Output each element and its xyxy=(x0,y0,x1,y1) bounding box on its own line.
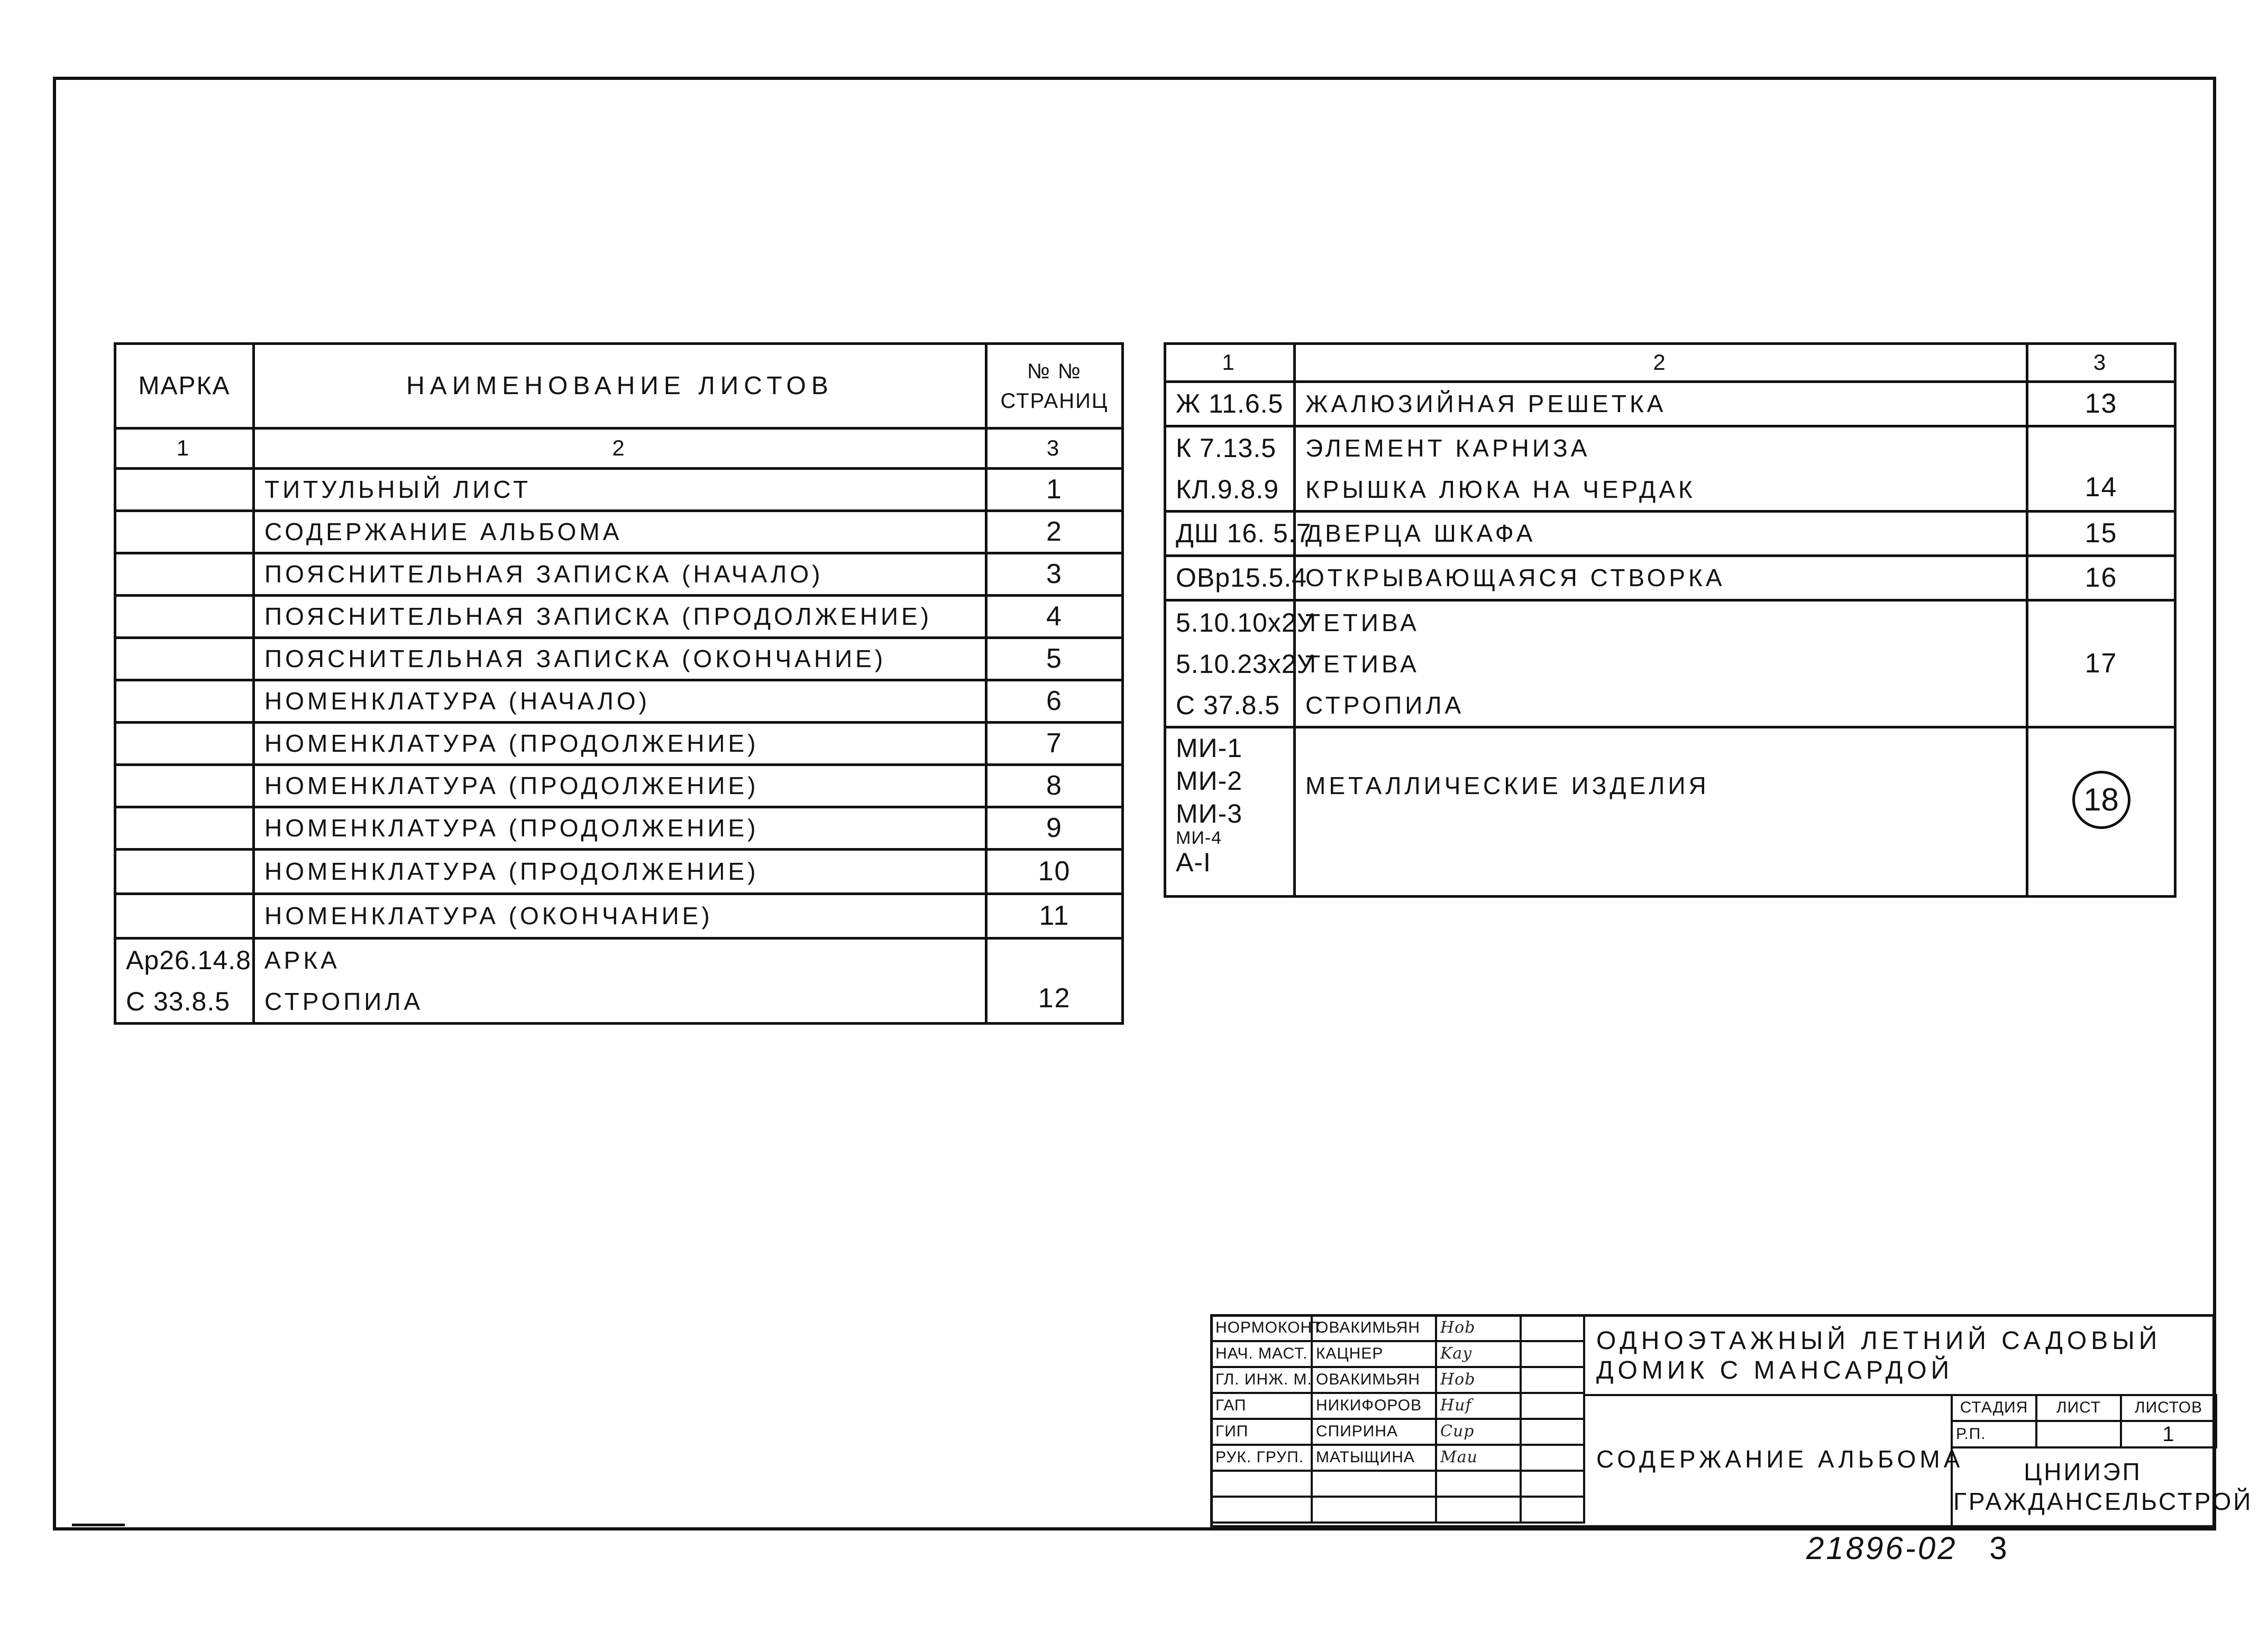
index-2: 2 xyxy=(254,429,986,469)
date-cell xyxy=(1521,1315,1584,1341)
row-mark xyxy=(1165,727,1295,897)
mark-line: С 33.8.5 xyxy=(126,987,231,1016)
contents-table-left xyxy=(114,342,1124,1025)
project-title-line: ДОМИК С МАНСАРДОЙ xyxy=(1596,1356,1954,1384)
mark-line: 5.10.23х2У xyxy=(1176,649,1314,679)
mark-line: 5.10.10х2У xyxy=(1176,607,1314,637)
staff-name: НИКИФОРОВ xyxy=(1312,1393,1436,1419)
organization-line: ГРАЖДАНСЕЛЬСТРОЙ xyxy=(1953,1488,2253,1515)
signature: Huf xyxy=(1436,1393,1521,1419)
row-mark xyxy=(115,938,254,1024)
header-mark: МАРКА xyxy=(115,344,254,429)
row-mark xyxy=(115,511,254,553)
table-row xyxy=(115,723,1123,765)
table-row xyxy=(115,850,1123,894)
name-line: ТЕТИВА xyxy=(1305,650,1420,678)
row-page: 15 xyxy=(2027,512,2175,556)
contents-table-right xyxy=(1164,342,2176,898)
title-block xyxy=(1210,1314,2253,1528)
table-row xyxy=(115,469,1123,511)
sheet-value xyxy=(2036,1421,2121,1447)
mark-line: К 7.13.5 xyxy=(1176,433,1277,463)
staff-row xyxy=(1211,1445,1584,1471)
organization-line: ЦНИИЭП xyxy=(2024,1458,2142,1486)
row-page: 12 xyxy=(986,938,1123,1024)
date-cell xyxy=(1521,1367,1584,1393)
row-mark xyxy=(1165,426,1295,512)
name-line: ТЕТИВА xyxy=(1305,608,1420,636)
row-name xyxy=(254,938,986,1024)
mark-line: Ар26.14.8 xyxy=(126,945,251,975)
row-page: 7 xyxy=(986,723,1123,765)
stage-label: СТАДИЯ xyxy=(1952,1395,2036,1421)
header-name: НАИМЕНОВАНИЕ ЛИСТОВ xyxy=(254,344,986,429)
row-page: 11 xyxy=(986,894,1123,938)
index-3: 3 xyxy=(2027,344,2175,382)
table-row xyxy=(115,765,1123,807)
row-mark xyxy=(115,469,254,511)
row-page: 10 xyxy=(986,850,1123,894)
row-name: НОМЕНКЛАТУРА (ПРОДОЛЖЕНИЕ) xyxy=(254,723,986,765)
index-1: 1 xyxy=(1165,344,1295,382)
row-page xyxy=(2027,727,2175,897)
frame-margin-line xyxy=(72,1524,125,1526)
signature: Hob xyxy=(1436,1367,1521,1393)
name-line: КРЫШКА ЛЮКА НА ЧЕРДАК xyxy=(1305,476,1696,503)
row-mark xyxy=(115,850,254,894)
row-mark xyxy=(115,807,254,850)
row-mark xyxy=(115,638,254,680)
staff-name: ОВАКИМЬЯН xyxy=(1312,1315,1436,1341)
stage-value: Р.П. xyxy=(1952,1421,2036,1447)
stage-table xyxy=(1951,1394,2217,1448)
name-line: АРКА xyxy=(264,946,340,974)
mark-line: МИ-1 xyxy=(1176,733,1243,763)
table-row xyxy=(1165,382,2175,426)
signature: Cup xyxy=(1436,1419,1521,1445)
staff-row xyxy=(1211,1315,1584,1341)
row-name: ТИТУЛЬНЫЙ ЛИСТ xyxy=(254,469,986,511)
date-cell xyxy=(1521,1393,1584,1419)
row-name: СОДЕРЖАНИЕ АЛЬБОМА xyxy=(254,511,986,553)
document-number xyxy=(1806,1530,2009,1566)
mark-line: С 37.8.5 xyxy=(1176,690,1281,720)
row-name: НОМЕНКЛАТУРА (НАЧАЛО) xyxy=(254,680,986,723)
staff-row xyxy=(1211,1393,1584,1419)
row-page: 3 xyxy=(986,553,1123,596)
page-number: 3 xyxy=(1989,1530,2009,1566)
index-1: 1 xyxy=(115,429,254,469)
row-mark xyxy=(115,723,254,765)
staff-role: НАЧ. МАСТ. xyxy=(1211,1341,1312,1367)
staff-row xyxy=(1211,1341,1584,1367)
row-name: ПОЯСНИТЕЛЬНАЯ ЗАПИСКА (ПРОДОЛЖЕНИЕ) xyxy=(254,596,986,638)
staff-name: ОВАКИМЬЯН xyxy=(1312,1367,1436,1393)
table-row xyxy=(1165,600,2175,727)
staff-row xyxy=(1211,1471,1584,1497)
staff-role: РУК. ГРУП. xyxy=(1211,1445,1312,1471)
staff-row xyxy=(1211,1367,1584,1393)
organization xyxy=(1953,1457,2253,1516)
mark-line: КЛ.9.8.9 xyxy=(1176,475,1279,504)
row-name: НОМЕНКЛАТУРА (ОКОНЧАНИЕ) xyxy=(254,894,986,938)
name-line: СТРОПИЛА xyxy=(264,988,424,1015)
table-row xyxy=(1165,512,2175,556)
row-mark: Ж 11.6.5 xyxy=(1165,382,1295,426)
row-page: 8 xyxy=(986,765,1123,807)
staff-row xyxy=(1211,1419,1584,1445)
signature: Mau xyxy=(1436,1445,1521,1471)
project-title-line: ОДНОЭТАЖНЫЙ ЛЕТНИЙ САДОВЫЙ xyxy=(1596,1327,2162,1355)
sheet-title: СОДЕРЖАНИЕ АЛЬБОМА xyxy=(1596,1445,1964,1473)
staff-role: ГАП xyxy=(1211,1393,1312,1419)
mark-line: МИ-3 xyxy=(1176,799,1243,828)
date-cell xyxy=(1521,1419,1584,1445)
row-page: 6 xyxy=(986,680,1123,723)
staff-name: МАТЫЩИНА xyxy=(1312,1445,1436,1471)
row-page: 1 xyxy=(986,469,1123,511)
staff-role: ГЛ. ИНЖ. М. xyxy=(1211,1367,1312,1393)
row-name xyxy=(1295,600,2027,727)
table-row xyxy=(115,680,1123,723)
row-page: 13 xyxy=(2027,382,2175,426)
table-row xyxy=(115,938,1123,1024)
row-page: 14 xyxy=(2027,426,2175,512)
table-row xyxy=(115,807,1123,850)
table-row xyxy=(115,511,1123,553)
table-row xyxy=(115,638,1123,680)
table-row xyxy=(1165,727,2175,897)
project-title xyxy=(1596,1326,2161,1386)
row-name: ПОЯСНИТЕЛЬНАЯ ЗАПИСКА (НАЧАЛО) xyxy=(254,553,986,596)
mark-line: МИ-2 xyxy=(1176,766,1243,796)
row-name: ДВЕРЦА ШКАФА xyxy=(1295,512,2027,556)
date-cell xyxy=(1521,1445,1584,1471)
staff-role: ГИП xyxy=(1211,1419,1312,1445)
row-mark xyxy=(1165,600,1314,727)
table-row xyxy=(115,894,1123,938)
table-row xyxy=(115,553,1123,596)
row-mark xyxy=(115,765,254,807)
sheets-value: 1 xyxy=(2121,1421,2216,1447)
row-name xyxy=(1295,426,2027,512)
staff-name: СПИРИНА xyxy=(1312,1419,1436,1445)
row-mark xyxy=(115,894,254,938)
staff-row xyxy=(1211,1497,1584,1523)
document-code: 21896-02 xyxy=(1806,1530,1958,1566)
table-row xyxy=(1165,426,2175,512)
row-page: 9 xyxy=(986,807,1123,850)
table-row xyxy=(1165,556,2175,600)
row-mark xyxy=(115,680,254,723)
staff-role: НОРМОКОНТ. xyxy=(1211,1315,1312,1341)
staff-name: КАЦНЕР xyxy=(1312,1341,1436,1367)
row-name: ПОЯСНИТЕЛЬНАЯ ЗАПИСКА (ОКОНЧАНИЕ) xyxy=(254,638,986,680)
name-line: ЭЛЕМЕНТ КАРНИЗА xyxy=(1305,434,1590,462)
row-name: ЖАЛЮЗИЙНАЯ РЕШЕТКА xyxy=(1295,382,2027,426)
mark-line: А-I xyxy=(1176,848,1211,877)
signature: Hob xyxy=(1436,1315,1521,1341)
row-page: 16 xyxy=(2027,556,2175,600)
signature: Kay xyxy=(1436,1341,1521,1367)
row-name: НОМЕНКЛАТУРА (ПРОДОЛЖЕНИЕ) xyxy=(254,850,986,894)
index-2: 2 xyxy=(1295,344,2027,382)
row-name: НОМЕНКЛАТУРА (ПРОДОЛЖЕНИЕ) xyxy=(254,807,986,850)
circled-page-number: 18 xyxy=(2072,771,2130,829)
sheets-label: ЛИСТОВ xyxy=(2121,1395,2216,1421)
row-name: ОТКРЫВАЮЩАЯСЯ СТВОРКА xyxy=(1295,556,2027,600)
row-name: МЕТАЛЛИЧЕСКИЕ ИЗДЕЛИЯ xyxy=(1295,727,2027,897)
name-line: СТРОПИЛА xyxy=(1305,691,1465,719)
row-name: НОМЕНКЛАТУРА (ПРОДОЛЖЕНИЕ) xyxy=(254,765,986,807)
index-3: 3 xyxy=(986,429,1123,469)
sheet-label: ЛИСТ xyxy=(2036,1395,2121,1421)
row-mark xyxy=(115,553,254,596)
mark-line: МИ-4 xyxy=(1176,828,1222,848)
row-page: 5 xyxy=(986,638,1123,680)
row-page: 4 xyxy=(986,596,1123,638)
header-pages: № № СТРАНИЦ xyxy=(986,344,1123,429)
staff-table xyxy=(1210,1314,1585,1524)
row-mark: ДШ 16. 5.7 xyxy=(1165,512,1295,556)
row-mark xyxy=(115,596,254,638)
table-row xyxy=(115,596,1123,638)
row-page: 2 xyxy=(986,511,1123,553)
row-mark: ОВр15.5.4 xyxy=(1165,556,1295,600)
row-page: 17 xyxy=(2027,600,2175,727)
date-cell xyxy=(1521,1341,1584,1367)
